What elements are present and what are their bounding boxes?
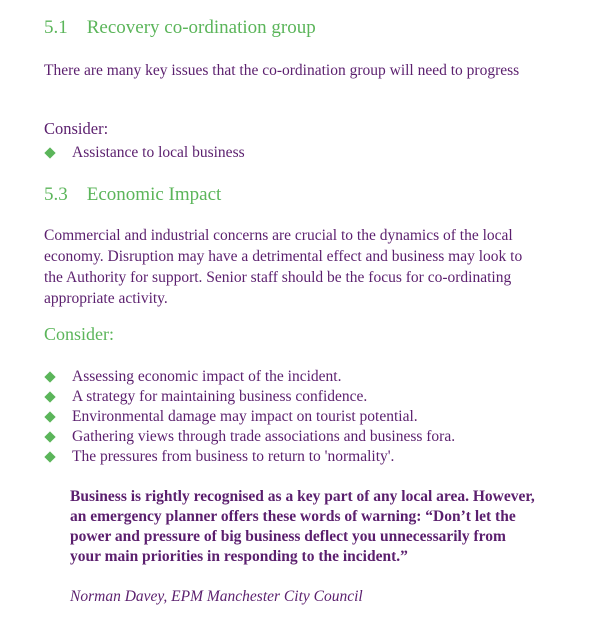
quote-attribution: Norman Davey, EPM Manchester City Council [70, 588, 363, 605]
section-5-3-number: 5.3 [44, 184, 68, 205]
list-item-text: The pressures from business to return to 'normality'. [72, 448, 395, 465]
list-item-text: Assistance to local business [72, 144, 245, 161]
section-5-3-intro: Commercial and industrial concerns are crucial to the dynamics of the local economy. Disruption may have a detrimental effect and business may look to the Authority for support. Senior staff should be the focus for co-ordinating appropriate activity. [44, 227, 523, 307]
section-5-3-consider-label: Consider: [44, 324, 114, 344]
list-item [44, 407, 564, 427]
diamond-bullet-icon [44, 451, 55, 462]
list-item [44, 447, 564, 467]
list-item [44, 387, 564, 407]
list-item [44, 367, 564, 387]
section-5-1-consider-label: Consider: [44, 119, 109, 138]
diamond-bullet-icon [44, 431, 55, 442]
diamond-bullet-icon [44, 411, 55, 422]
section-5-3-title: Economic Impact [86, 184, 222, 205]
diamond-bullet-icon [44, 371, 55, 382]
section-5-3-bullet-list [44, 367, 564, 467]
section-5-3-heading [44, 184, 221, 206]
list-item [44, 143, 564, 163]
list-item-text: Assessing economic impact of the incident. [72, 368, 342, 385]
section-5-1-number: 5.1 [44, 17, 68, 38]
list-item-text: A strategy for maintaining business confidence. [72, 388, 368, 405]
list-item-text: Environmental damage may impact on tourist potential. [72, 408, 418, 425]
list-item-text: Gathering views through trade associations and business fora. [72, 428, 456, 445]
pull-quote: Business is rightly recognised as a key part of any local area. However, an emergency planner offers these words of warning: “Don’t let the power and pressure of big business deflect you unnecessarily from your main priorities in responding to the incident.” [70, 488, 535, 565]
diamond-bullet-icon [44, 147, 55, 158]
section-5-1-intro: There are many key issues that the co-ordination group will need to progress [44, 62, 520, 79]
section-5-1-bullet-list [44, 143, 564, 163]
diamond-bullet-icon [44, 391, 55, 402]
section-5-1-heading [44, 17, 316, 39]
list-item [44, 427, 564, 447]
section-5-1-title: Recovery co-ordination group [86, 17, 316, 38]
